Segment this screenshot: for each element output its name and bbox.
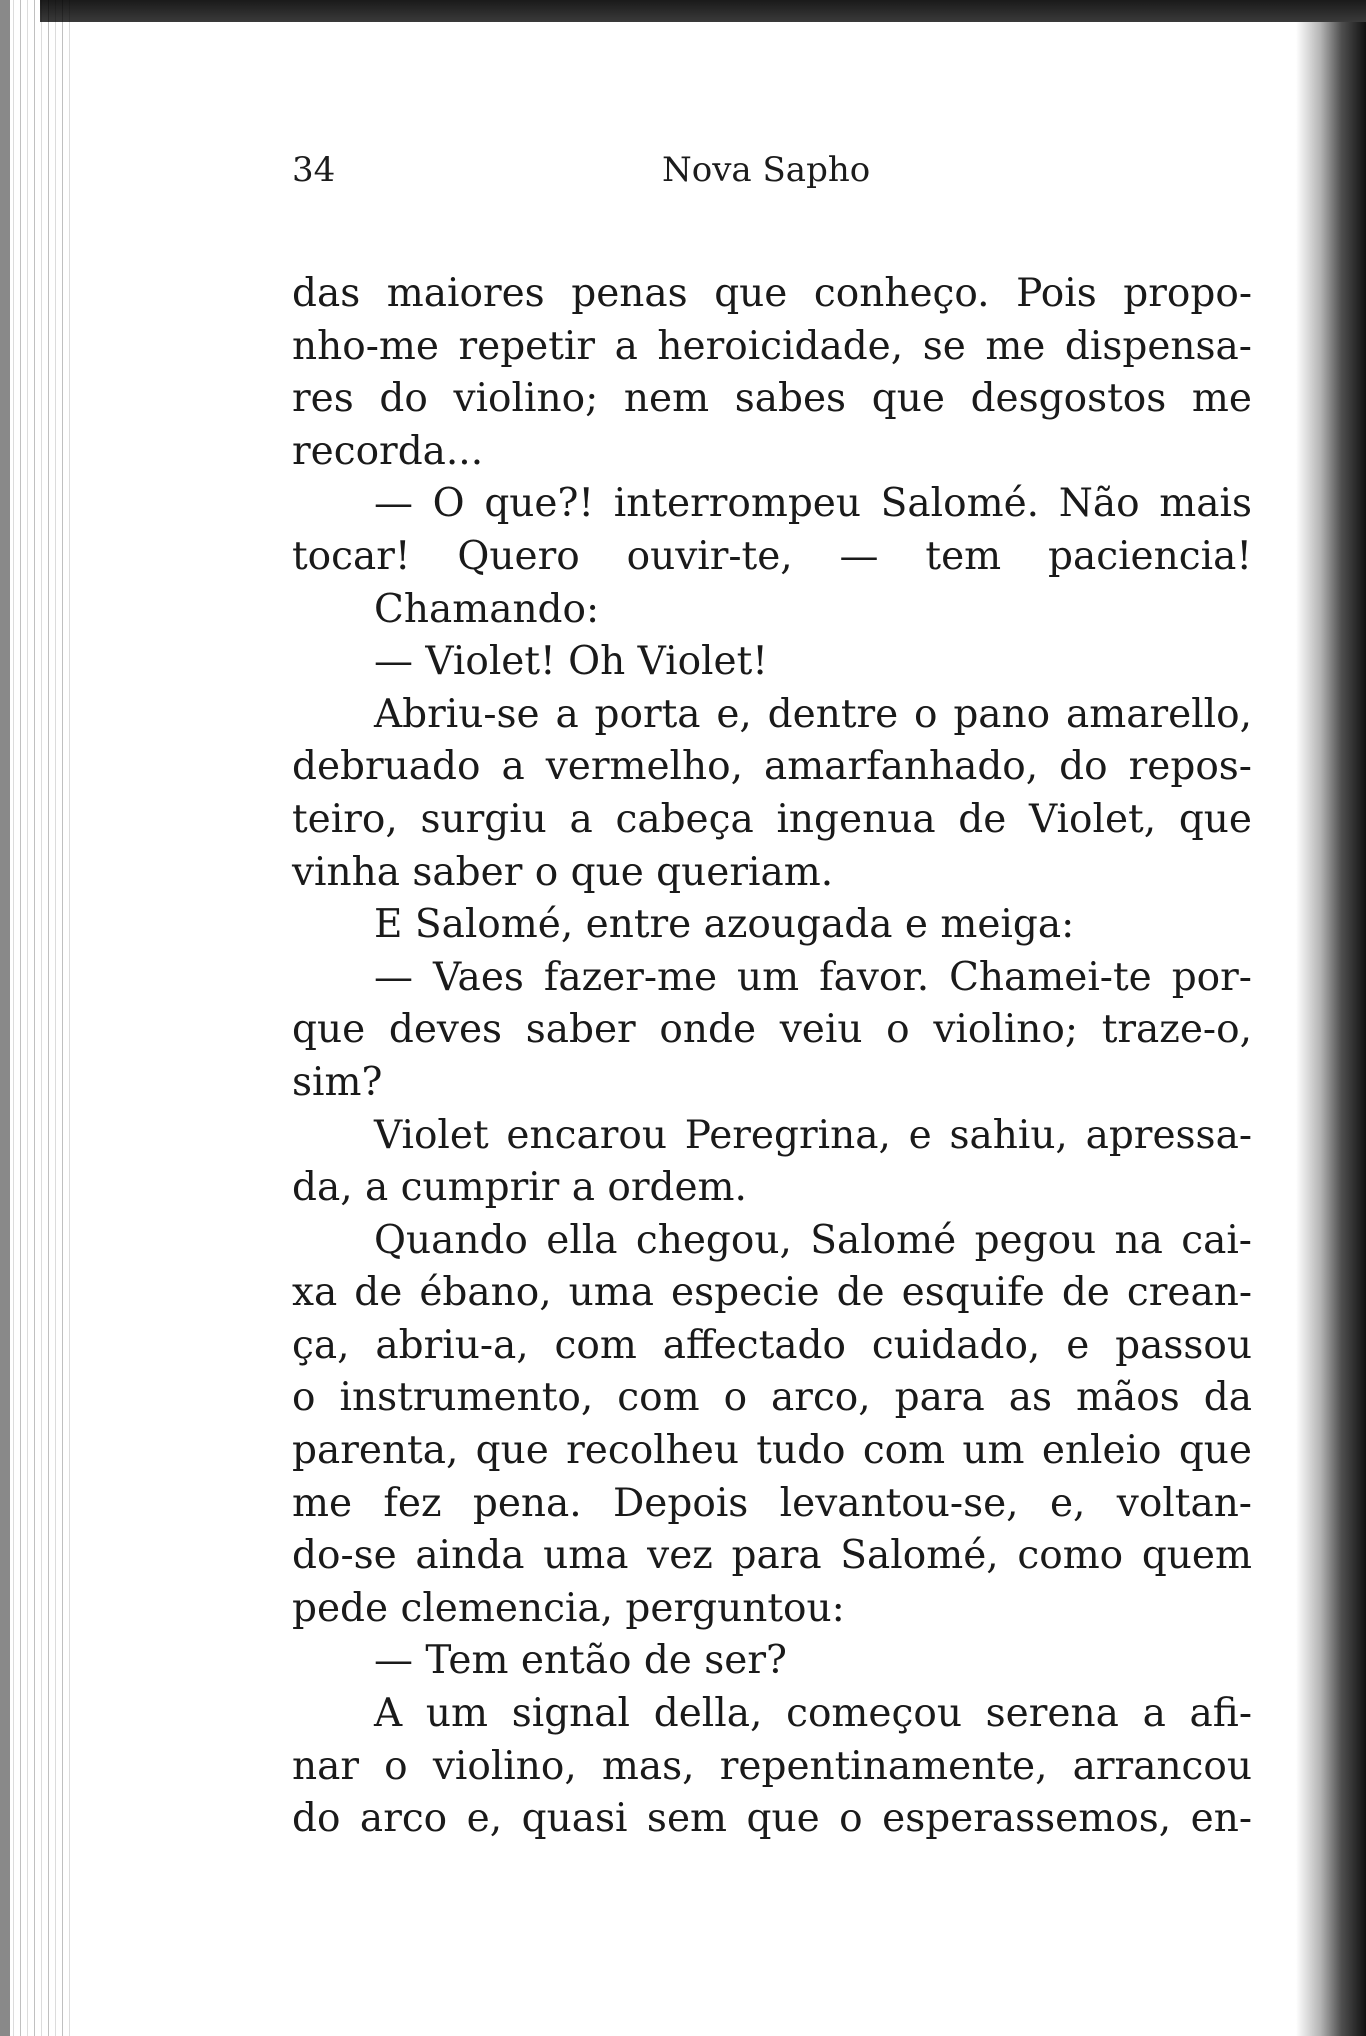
text-line: Quando ella chegou, Salomé pegou na cai- [374,1217,1252,1263]
text-line: da, a cumprir a ordem. [292,1165,747,1211]
text-line: Violet encarou Peregrina, e sahiu, apressa- [374,1112,1252,1158]
text-line: xa de ébano, uma especie de esquife de crean- [292,1270,1252,1316]
text-line: — Tem então de ser? [374,1638,787,1684]
text-line: vinha saber o que queriam. [292,849,834,895]
text-line: teiro, surgiu a cabeça ingenua de Violet, que [292,796,1252,842]
text-line: A um signal della, começou serena a afi- [374,1691,1252,1737]
text-line: ça, abriu-a, com affectado cuidado, e passou [292,1322,1252,1368]
text-line: parenta, que recolheu tudo com um enleio que [292,1428,1252,1474]
binding-shadow [0,0,72,2036]
text-line: Chamando: [374,586,600,632]
text-line: o instrumento, com o arco, para as mãos da [292,1375,1252,1421]
text-line: — Violet! Oh Violet! [374,639,768,685]
text-line: nho-me repetir a heroicidade, se me dispensa- [292,323,1252,369]
page-number: 34 [292,150,336,190]
text-line: — Vaes fazer-me um favor. Chamei-te por- [374,954,1252,1000]
text-line: tocar! Quero ouvir-te, — tem paciencia! [292,533,1252,579]
running-header [292,150,1252,200]
body-text [292,268,1252,1846]
text-line: recorda... [292,428,484,474]
text-line: pede clemencia, perguntou: [292,1585,845,1631]
text-line: do arco e, quasi sem que o esperassemos, en- [292,1796,1252,1842]
page-top-edge [40,0,1366,22]
text-line: me fez pena. Depois levantou-se, e, voltan- [292,1480,1252,1526]
page-edge-shadow [1296,22,1366,2036]
text-line: E Salomé, entre azougada e meiga: [374,902,1075,948]
text-line: que deves saber onde veiu o violino; traze-o, [292,1007,1252,1053]
text-line: res do violino; nem sabes que desgostos me [292,376,1252,422]
running-title: Nova Sapho [662,150,871,190]
text-line: do-se ainda uma vez para Salomé, como quem [292,1533,1252,1579]
text-line: das maiores penas que conheço. Pois propo- [292,271,1252,316]
text-line: sim? [292,1059,383,1105]
text-line: nar o violino, mas, repentinamente, arrancou [292,1743,1252,1789]
text-line: — O que?! interrompeu Salomé. Não mais [374,481,1252,527]
text-line: debruado a vermelho, amarfanhado, do repos- [292,744,1252,790]
text-line: Abriu-se a porta e, dentre o pano amarello, [374,691,1252,737]
